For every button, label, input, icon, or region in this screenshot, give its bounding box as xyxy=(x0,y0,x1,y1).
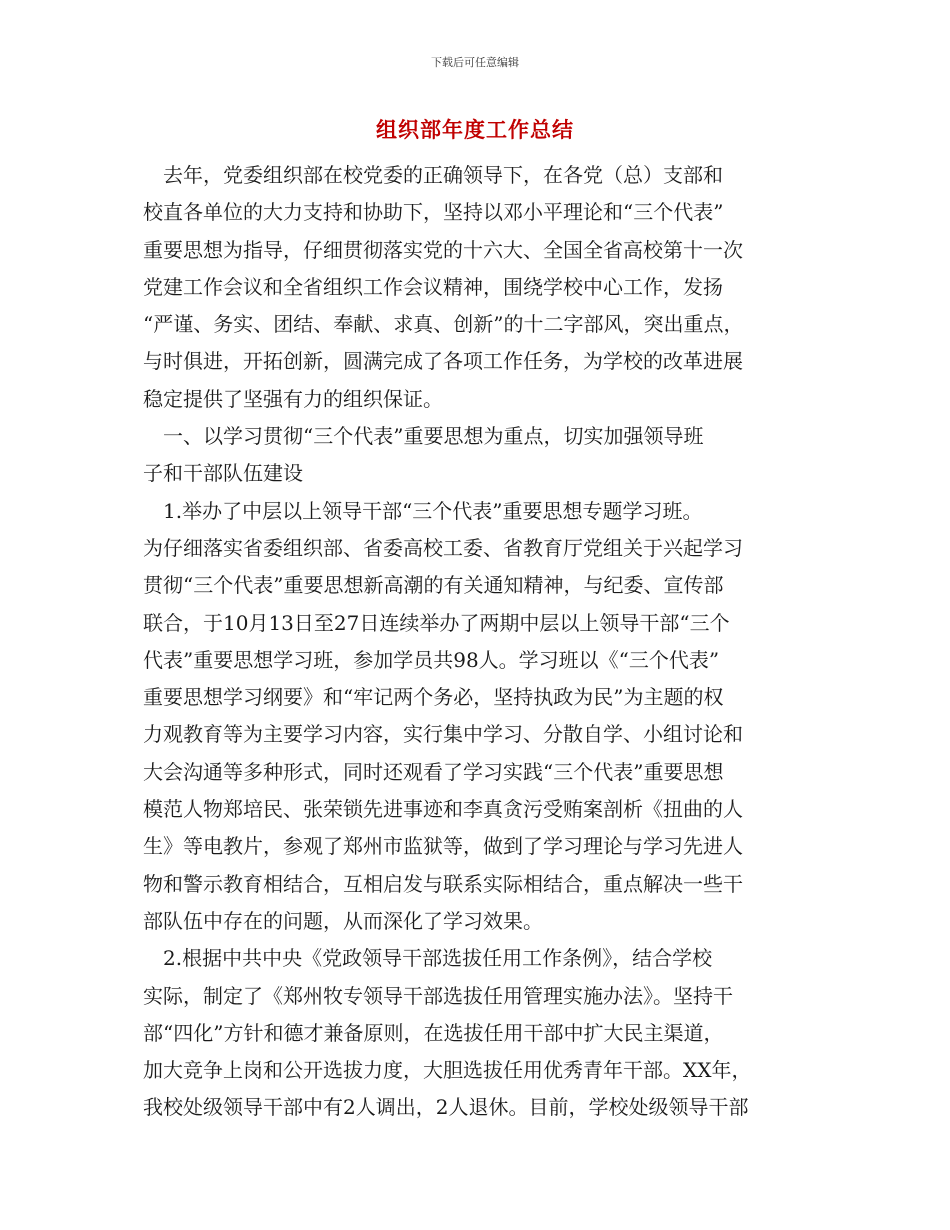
page-header: 下载后可任意编辑 xyxy=(431,56,519,69)
body-line: 子和干部队伍建设 xyxy=(143,461,303,486)
body-line: 大会沟通等多种形式，同时还观看了学习实践“三个代表”重要思想 xyxy=(143,759,724,784)
body-line: 生》等电教片，参观了郑州市监狱等，做到了学习理论与学习先进人 xyxy=(143,834,743,859)
body-line: 代表”重要思想学习班，参加学员共98人。学习班以《“三个代表” xyxy=(143,647,720,672)
body-line: 党建工作会议和全省组织工作会议精神，围绕学校中心工作，发扬 xyxy=(143,274,723,299)
body-line: 部“四化”方针和德才兼备原则，在选拔任用干部中扩大民主渠道， xyxy=(143,1020,724,1045)
body-line: 重要思想为指导，仔细贯彻落实党的十六大、全国全省高校第十一次 xyxy=(143,237,743,262)
body-line: 物和警示教育相结合，互相启发与联系实际相结合，重点解决一些干 xyxy=(143,871,743,896)
body-line: 校直各单位的大力支持和协助下，坚持以邓小平理论和“三个代表” xyxy=(143,200,724,225)
body-line: 加大竞争上岗和公开选拔力度，大胆选拔任用优秀青年干部。XX年， xyxy=(143,1058,752,1083)
body-line: 我校处级领导干部中有2人调出，2人退休。目前，学校处级领导干部 xyxy=(143,1095,749,1120)
body-line: 重要思想学习纲要》和“牢记两个务必，坚持执政为民”为主题的权 xyxy=(143,685,724,710)
body-line: 力观教育等为主要学习内容，实行集中学习、分散自学、小组讨论和 xyxy=(143,722,743,747)
body-line: 2.根据中共中央《党政领导干部选拔任用工作条例》，结合学校 xyxy=(143,946,713,971)
body-line: 模范人物郑培民、张荣锁先进事迹和李真贪污受贿案剖析《扭曲的人 xyxy=(143,797,743,822)
body-line: 贯彻“三个代表”重要思想新高潮的有关通知精神，与纪委、宣传部 xyxy=(143,573,724,598)
body-line: 稳定提供了坚强有力的组织保证。 xyxy=(143,386,443,411)
body-line: “严谨、务实、团结、奉献、求真、创新”的十二字部风，突出重点， xyxy=(143,312,744,337)
body-line: 实际，制定了《郑州牧专领导干部选拔任用管理实施办法》。坚持干 xyxy=(143,983,733,1008)
body-line: 为仔细落实省委组织部、省委高校工委、省教育厅党组关于兴起学习 xyxy=(143,535,743,560)
body-line: 去年，党委组织部在校党委的正确领导下，在各党（总）支部和 xyxy=(143,163,723,187)
document-title: 组织部年度工作总结 xyxy=(376,118,574,142)
body-line: 联合，于10月13日至27日连续举办了两期中层以上领导干部“三个 xyxy=(143,610,730,635)
body-line: 一、以学习贯彻“三个代表”重要思想为重点，切实加强领导班 xyxy=(143,424,704,449)
document-body xyxy=(143,157,807,1127)
body-line: 1.举办了中层以上领导干部“三个代表”重要思想专题学习班。 xyxy=(143,498,703,523)
body-line: 部队伍中存在的问题，从而深化了学习效果。 xyxy=(143,908,543,933)
body-line: 与时俱进，开拓创新，圆满完成了各项工作任务，为学校的改革进展 xyxy=(143,349,743,374)
